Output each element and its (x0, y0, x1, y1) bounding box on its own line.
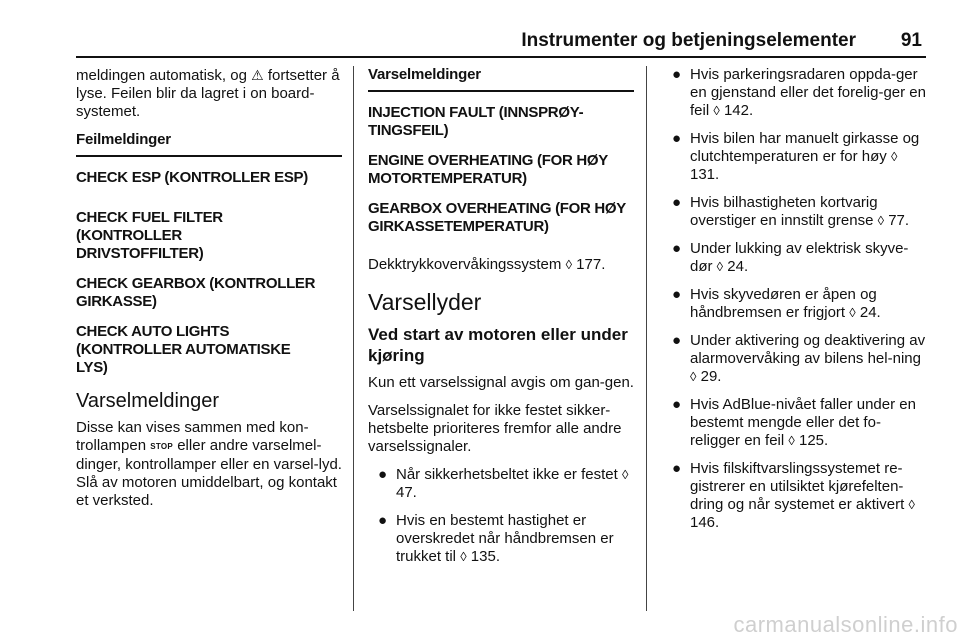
page-ref-icon: ◊ (890, 149, 898, 164)
page-header (76, 22, 926, 58)
heading-varselmeldinger: Varselmeldinger (76, 390, 220, 412)
paragraph: Varselssignalet for ikke festet sikker-hetsbelte prioriteres fremfor alle andre varselssignaler. (368, 402, 622, 455)
list-item: ● Hvis AdBlue-nivået faller under en bestemt mengde eller det fo-religger en feil ◊ 125. (672, 396, 916, 449)
bullet-icon: ● (672, 396, 682, 413)
bullet-icon: ● (672, 194, 682, 211)
page-ref-icon: ◊ (788, 433, 795, 448)
warning-message-item: ENGINE OVERHEATING (FOR HØY MOTORTEMPERATUR) (368, 152, 608, 187)
fault-message-item: CHECK ESP (KONTROLLER ESP) (76, 169, 308, 186)
list-item: ● Hvis en bestemt hastighet er overskredet når håndbremsen er trukket til ◊ 135. (378, 512, 614, 565)
bullet-icon: ● (672, 130, 682, 147)
bullet-list (666, 66, 928, 532)
bullet-icon: ● (378, 512, 388, 529)
warning-message-item: GEARBOX OVERHEATING (FOR HØY GIRKASSETEMPERATUR) (368, 200, 626, 235)
column-3 (666, 66, 928, 542)
cross-reference: Dekktrykkovervåkingssystem ◊ 177. (368, 256, 606, 273)
header-rule (76, 56, 926, 58)
page-ref-icon: ◊ (460, 549, 467, 564)
page-ref-icon: ◊ (877, 213, 885, 228)
fault-message-item: CHECK GEARBOX (KONTROLLER GIRKASSE) (76, 275, 316, 310)
header-title: Instrumenter og betjeningselementer (521, 30, 856, 51)
page-ref-icon: ◊ (690, 369, 697, 384)
bullet-icon: ● (672, 66, 682, 83)
section-title-feilmeldinger: Feilmeldinger (76, 131, 342, 157)
bullet-icon: ● (672, 332, 682, 349)
bullet-list (368, 466, 634, 566)
section-title-varselmeldinger: Varselmeldinger (368, 66, 634, 92)
page-ref-icon: ◊ (565, 257, 572, 272)
list-item: ● Hvis bilhastigheten kortvarig overstiger en innstilt grense ◊ 77. (672, 194, 910, 229)
warning-paragraph: Disse kan vises sammen med kon-trollampen STOP eller andre varselmel-dinger, kontrollamper eller en varsel-lyd. Slå av motoren umiddelbart, og kontakt et verksted. (76, 419, 342, 509)
bullet-icon: ● (672, 460, 682, 477)
bullet-icon: ● (378, 466, 388, 483)
paragraph: Kun ett varselssignal avgis om gan-gen. (368, 374, 634, 391)
watermark: carmanualsonline.info (733, 612, 958, 637)
column-1 (76, 66, 342, 520)
bullet-icon: ● (672, 286, 682, 303)
page-ref-icon: ◊ (713, 103, 720, 118)
stop-icon: STOP (150, 442, 174, 451)
list-item: ● Når sikkerhetsbeltet ikke er festet ◊ 47. (378, 466, 629, 501)
list-item: ● Under lukking av elektrisk skyve-dør ◊ 24. (672, 240, 909, 275)
page-number: 91 (900, 30, 922, 51)
warning-message-item: INJECTION FAULT (INNSPRØY-TINGSFEIL) (368, 104, 584, 139)
column-divider (646, 66, 647, 611)
heading-varsellyder: Varsellyder (368, 289, 482, 315)
list-item: ● Hvis filskiftvarslingssystemet re-gistrerer en utilsiktet kjørefelten-dring og når systemet er aktivert ◊ 146. (672, 460, 915, 531)
fault-message-item: CHECK FUEL FILTER (KONTROLLER DRIVSTOFFILTER) (76, 209, 223, 262)
page-ref-icon: ◊ (908, 497, 915, 512)
column-divider (353, 66, 354, 611)
warning-light-icon: ⚠ (251, 67, 264, 83)
page-ref-icon: ◊ (849, 305, 856, 320)
column-2 (368, 66, 634, 576)
fault-message-item: CHECK AUTO LIGHTS (KONTROLLER AUTOMATISKE LYS) (76, 323, 291, 376)
list-item: ● Hvis skyvedøren er åpen og håndbremsen er frigjort ◊ 24. (672, 286, 881, 321)
bullet-icon: ● (672, 240, 682, 257)
list-item: ● Hvis bilen har manuelt girkasse og clutchtemperaturen er for høy ◊ 131. (672, 130, 920, 183)
subheading: Ved start av motoren eller under kjøring (368, 325, 628, 365)
list-item: ● Under aktivering og deaktivering av alarmovervåking av bilens hel-ning ◊ 29. (672, 332, 926, 385)
page-ref-icon: ◊ (621, 467, 629, 482)
page-ref-icon: ◊ (716, 259, 724, 274)
intro-paragraph: meldingen automatisk, og ⚠ fortsetter å lyse. Feilen blir da lagret i on board-systemet. (76, 67, 340, 120)
list-item: ● Hvis parkeringsradaren oppda-ger en gjenstand eller det forelig-ger en feil ◊ 142. (672, 66, 926, 119)
